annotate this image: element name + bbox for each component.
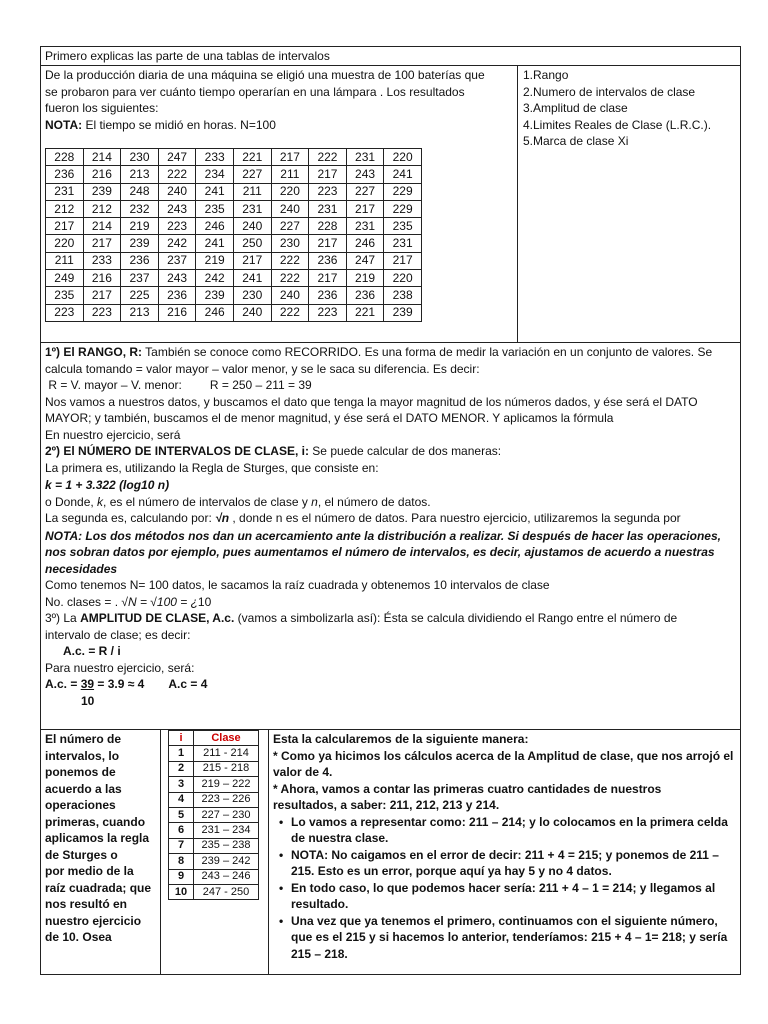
data-cell: 247 [346, 252, 384, 269]
data-cell: 222 [271, 270, 309, 287]
explanation-text: * Como ya hicimos los cálculos acerca de la Amplitud de clase, que nos arrojó el [273, 748, 734, 763]
class-range-cell: 243 – 246 [194, 869, 259, 884]
data-cell: 212 [83, 200, 121, 217]
class-index-cell: 3 [169, 777, 194, 792]
bullet-item-cont: resultado. [291, 897, 349, 911]
data-cell: 223 [46, 304, 84, 321]
intervals-note-line: operaciones [45, 798, 116, 812]
data-cell: 222 [271, 252, 309, 269]
problem-line: se probaron para ver cuánto tiempo operarían en una lámpara . Los resultados [45, 84, 465, 99]
data-cell: 214 [83, 149, 121, 166]
class-range-cell: 247 - 250 [194, 884, 259, 899]
amplitud-formula: A.c. = R / i [63, 644, 121, 658]
data-cell: 240 [271, 287, 309, 304]
data-row [46, 287, 422, 304]
concept-item: 5.Marca de clase Xi [523, 134, 629, 148]
data-cell: 211 [233, 183, 271, 200]
rango-text: También se conoce como RECORRIDO. Es una forma de medir la variación en un conjunto de valores. Se [142, 345, 713, 359]
data-cell: 216 [83, 166, 121, 183]
class-table-row [169, 807, 259, 822]
class-table-row [169, 869, 259, 884]
data-cell: 248 [121, 183, 159, 200]
data-cell: 236 [309, 287, 347, 304]
data-cell: 217 [309, 166, 347, 183]
data-row [46, 235, 422, 252]
data-cell: 223 [309, 183, 347, 200]
class-construction-row [41, 730, 740, 975]
data-cell: 223 [309, 304, 347, 321]
intervalos-title: 2º) El NÚMERO DE INTERVALOS DE CLASE, i: [45, 444, 309, 458]
method-two [45, 510, 736, 528]
data-row [46, 183, 422, 200]
data-cell: 239 [121, 235, 159, 252]
amplitud-text: 3º) La [45, 611, 81, 625]
data-cell: 231 [233, 200, 271, 217]
data-cell: 240 [233, 218, 271, 235]
intervals-note-line: acuerdo a las [45, 781, 122, 796]
class-index-cell: 9 [169, 869, 194, 884]
data-cell: 217 [233, 252, 271, 269]
data-cell: 239 [196, 287, 234, 304]
class-table-row [169, 884, 259, 899]
amplitud-calc [45, 676, 736, 693]
method-one [45, 460, 736, 478]
data-row [46, 149, 422, 166]
data-cell: 219 [196, 252, 234, 269]
data-cell: 217 [46, 218, 84, 235]
bullet-item: • NOTA: No caigamos en el error de decir: 211 + 4 = 215; y ponemos de 211 – [273, 847, 736, 864]
concept-item: 3.Amplitud de clase [523, 101, 628, 115]
nota-text: nos sobran datos por ejemplo, pues aumentamos el número de intervalos, es decir, ajustamos de acuerdo a nuestras [45, 545, 715, 559]
data-cell: 222 [309, 149, 347, 166]
concepts-list [518, 66, 740, 151]
data-cell: 222 [271, 304, 309, 321]
data-cell: 229 [384, 183, 422, 200]
data-table [45, 148, 422, 322]
rango-text: calcula tomando = valor mayor – valor menor, y se le saca su diferencia. Es decir: [45, 361, 480, 376]
bullet-item-cont: de nuestra clase. [291, 831, 389, 845]
note-label: NOTA: [45, 117, 83, 132]
data-cell: 223 [158, 218, 196, 235]
intervals-note-line: intervalos, lo [45, 748, 120, 763]
data-cell: 221 [233, 149, 271, 166]
data-cell: 220 [384, 149, 422, 166]
explanation-text: resultados, a saber: 211, 212, 213 y 214. [273, 798, 500, 812]
construction-explanation [269, 730, 740, 963]
data-cell: 230 [271, 235, 309, 252]
amplitud-text: Para nuestro ejercicio, será: [45, 660, 195, 675]
data-cell: 231 [309, 200, 347, 217]
data-cell: 229 [384, 200, 422, 217]
donde-text: , es el número de intervalos de clase y [103, 494, 312, 509]
data-cell: 231 [346, 218, 384, 235]
class-table-row [169, 823, 259, 838]
bullet-item-cont: 215. Esto es un error, porque aquí ya hay 5 y no 4 datos. [291, 864, 612, 878]
data-cell: 213 [121, 304, 159, 321]
data-cell: 236 [121, 252, 159, 269]
class-table-row [169, 792, 259, 807]
rango-text: MAYOR; y también, buscamos el de menor magnitud, y ése será el DATO MENOR. Y aplicamos la fórmula [45, 411, 614, 425]
como-text: Como tenemos N= 100 datos, le sacamos la raíz cuadrada y obtenemos 10 intervalos de clase [45, 578, 550, 592]
sturges-formula: k = 1 + 3.322 (log10 n) [45, 478, 170, 492]
data-cell: 221 [346, 304, 384, 321]
document-title: Primero explicas las parte de una tablas de intervalos [45, 49, 330, 63]
data-row [46, 200, 422, 217]
data-cell: 231 [46, 183, 84, 200]
data-cell: 223 [83, 304, 121, 321]
data-cell: 236 [309, 252, 347, 269]
data-cell: 239 [384, 304, 422, 321]
class-range-cell: 223 – 226 [194, 792, 259, 807]
class-table-row [169, 761, 259, 776]
header-row [41, 47, 740, 66]
class-index-cell: 10 [169, 884, 194, 899]
data-cell: 220 [46, 235, 84, 252]
rango-formula [45, 377, 736, 394]
data-cell: 250 [233, 235, 271, 252]
data-cell: 217 [83, 287, 121, 304]
bullet-item-cont: que es el 215 y si hacemos lo anterior, tenderíamos: 215 + 4 – 1= 218; y sería [291, 930, 728, 944]
data-cell: 235 [384, 218, 422, 235]
data-cell: 219 [346, 270, 384, 287]
class-range-cell: 239 – 242 [194, 854, 259, 869]
data-row [46, 304, 422, 321]
data-cell: 216 [83, 270, 121, 287]
problem-note [45, 117, 513, 134]
data-cell: 249 [46, 270, 84, 287]
concept-item: 1.Rango [523, 68, 569, 82]
data-cell: 237 [121, 270, 159, 287]
document-frame [40, 46, 741, 975]
data-cell: 228 [46, 149, 84, 166]
data-row [46, 252, 422, 269]
data-cell: 243 [158, 200, 196, 217]
data-cell: 239 [83, 183, 121, 200]
donde-line [45, 494, 736, 511]
method-one-text: La primera es, utilizando la Regla de Sturges, que consiste en: [45, 460, 379, 475]
note-text: El tiempo se midió en horas. N=100 [82, 117, 276, 132]
class-table-row [169, 777, 259, 792]
data-cell: 225 [121, 287, 159, 304]
data-cell: 216 [158, 304, 196, 321]
concept-item: 2.Numero de intervalos de clase [523, 84, 696, 99]
rango-title: 1º) El RANGO, R: [45, 345, 143, 359]
intervals-note-line: de 10. Osea [45, 930, 112, 944]
class-range-cell: 219 – 222 [194, 777, 259, 792]
data-cell: 217 [384, 252, 422, 269]
data-cell: 242 [196, 270, 234, 287]
clases-line [45, 594, 736, 611]
data-cell: 211 [271, 166, 309, 183]
data-cell: 214 [83, 218, 121, 235]
data-cell: 236 [346, 287, 384, 304]
data-cell: 228 [309, 218, 347, 235]
data-cell: 246 [196, 218, 234, 235]
data-cell: 233 [196, 149, 234, 166]
amplitud-text: (vamos a simbolizarla así): Ésta se calcula dividiendo el Rango entre el número de [234, 611, 678, 625]
class-table-row [169, 746, 259, 761]
bullet-item-cont: 215 – 218. [291, 946, 348, 961]
data-cell: 241 [196, 235, 234, 252]
clases-formula: √N = √100 = ¿ [121, 594, 198, 609]
data-cell: 235 [196, 200, 234, 217]
data-cell: 240 [271, 200, 309, 217]
rango-text: Nos vamos a nuestros datos, y buscamos el dato que tenga la mayor magnitud de los números dados, y ése será el DATO [45, 394, 698, 409]
bullet-item: • Lo vamos a representar como: 211 – 214; y lo colocamos en la primera celda [273, 814, 736, 831]
intervals-note-line: raíz cuadrada; que [45, 880, 152, 895]
clases-label: No. clases = . [45, 594, 122, 609]
data-cell: 231 [346, 149, 384, 166]
rango-text: En nuestro ejercicio, será [45, 427, 181, 442]
data-cell: 238 [384, 287, 422, 304]
data-cell: 220 [384, 270, 422, 287]
data-cell: 230 [233, 287, 271, 304]
data-cell: 243 [346, 166, 384, 183]
explanation-text: Esta la calcularemos de la siguiente manera: [273, 732, 529, 746]
class-table-row [169, 838, 259, 853]
data-cell: 237 [158, 252, 196, 269]
calc-final: A.c = 4 [168, 677, 208, 691]
data-cell: 227 [271, 218, 309, 235]
bullet-item: • Una vez que ya tenemos el primero, continuamos con el siguiente número, [273, 913, 736, 930]
donde-text: o Donde, [45, 494, 98, 509]
donde-text: , el número de datos. [317, 494, 431, 509]
class-index-cell: 7 [169, 838, 194, 853]
data-cell: 232 [121, 200, 159, 217]
class-table-header-cell: i [169, 731, 194, 746]
problem-cell [41, 66, 518, 342]
data-cell: 246 [346, 235, 384, 252]
data-cell: 230 [121, 149, 159, 166]
amplitud-line [45, 610, 736, 627]
intervals-note-line: primeras, cuando [45, 814, 146, 829]
calc-denominator: 10 [81, 693, 95, 708]
class-range-cell: 227 – 230 [194, 807, 259, 822]
data-cell: 242 [158, 235, 196, 252]
data-cell: 235 [46, 287, 84, 304]
class-range-cell: 211 - 214 [194, 746, 259, 761]
class-index-cell: 5 [169, 807, 194, 822]
nota-text: necesidades [45, 561, 118, 576]
class-table-row [169, 854, 259, 869]
amplitud-text: intervalo de clase; es decir: [45, 627, 191, 642]
problem-line: De la producción diaria de una máquina se eligió una muestra de 100 baterías que [45, 68, 485, 82]
bullet-item: • En todo caso, lo que podemos hacer sería: 211 + 4 – 1 = 214; y llegamos al [273, 880, 736, 897]
intervals-note-line: ponemos de [45, 765, 116, 779]
intervalos-text: Se puede calcular de dos maneras: [308, 444, 502, 458]
data-cell: 213 [121, 166, 159, 183]
data-cell: 247 [158, 149, 196, 166]
nota-text: NOTA: Los dos métodos nos dan un acercamiento ante la distribución a realizar. Si después de hacer las operaciones, [45, 528, 721, 543]
amplitud-title: AMPLITUD DE CLASE, A.c. [80, 611, 235, 625]
data-cell: 241 [384, 166, 422, 183]
data-cell: 212 [46, 200, 84, 217]
intervals-note-line: El número de [45, 732, 122, 746]
data-cell: 211 [46, 252, 84, 269]
rango-formula-calc: R = 250 – 211 = 39 [209, 378, 312, 392]
data-cell: 240 [158, 183, 196, 200]
class-index-cell: 6 [169, 823, 194, 838]
data-cell: 240 [233, 304, 271, 321]
class-table-header [169, 731, 259, 746]
data-cell: 217 [309, 235, 347, 252]
var-n: n [311, 494, 318, 509]
intervals-note-line: aplicamos la regla [45, 831, 150, 845]
class-index-cell: 2 [169, 761, 194, 776]
data-cell: 217 [83, 235, 121, 252]
intervals-note-line: nuestro ejercicio [45, 913, 142, 928]
data-cell: 217 [271, 149, 309, 166]
data-cell: 236 [46, 166, 84, 183]
clases-result: 10 [197, 594, 212, 609]
data-cell: 231 [384, 235, 422, 252]
calc-result: = 3.9 ≈ 4 [94, 677, 145, 691]
intervals-note-line: por medio de la [45, 864, 134, 878]
data-cell: 217 [346, 200, 384, 217]
data-row [46, 270, 422, 287]
data-cell: 222 [158, 166, 196, 183]
data-cell: 236 [158, 287, 196, 304]
class-table-cell [162, 730, 269, 975]
explanation-text: valor de 4. [273, 765, 333, 779]
class-range-cell: 235 – 238 [194, 838, 259, 853]
sqrt-n: √n [215, 511, 230, 525]
data-cell: 241 [196, 183, 234, 200]
data-cell: 227 [233, 166, 271, 183]
data-cell: 243 [158, 270, 196, 287]
class-range-cell: 215 - 218 [194, 761, 259, 776]
class-index-cell: 8 [169, 854, 194, 869]
data-cell: 241 [233, 270, 271, 287]
intervals-note-line: nos resultó en [45, 897, 128, 911]
class-table [168, 730, 259, 900]
class-table-header-cell: Clase [194, 731, 259, 746]
intervals-note [41, 730, 161, 975]
calc-label: A.c. = [45, 677, 81, 691]
class-index-cell: 4 [169, 792, 194, 807]
explanation-row [41, 343, 740, 730]
data-cell: 220 [271, 183, 309, 200]
class-index-cell: 1 [169, 746, 194, 761]
class-range-cell: 231 – 234 [194, 823, 259, 838]
data-row [46, 218, 422, 235]
calc-numerator: 39 [80, 677, 95, 691]
intervals-note-line: de Sturges o [45, 847, 118, 862]
data-cell: 219 [121, 218, 159, 235]
problem-line: fueron los siguientes: [45, 101, 159, 115]
concept-item: 4.Limites Reales de Clase (L.R.C.). [523, 117, 712, 132]
data-cell: 233 [83, 252, 121, 269]
data-cell: 246 [196, 304, 234, 321]
explanation-text: * Ahora, vamos a contar las primeras cuatro cantidades de nuestros [273, 781, 662, 796]
method-two-text: , donde n es el número de datos. Para nuestro ejercicio, utilizaremos la segunda por [229, 511, 681, 525]
method-two-text: La segunda es, calculando por: [45, 511, 216, 525]
var-k: k [97, 494, 104, 509]
rango-line [45, 344, 736, 361]
data-row [46, 166, 422, 183]
data-cell: 217 [309, 270, 347, 287]
data-cell: 227 [346, 183, 384, 200]
problem-row [41, 66, 740, 343]
data-cell: 234 [196, 166, 234, 183]
rango-formula-def: R = V. mayor – V. menor: [48, 378, 182, 392]
problem-statement [41, 66, 517, 134]
intervalos-line [45, 443, 736, 460]
